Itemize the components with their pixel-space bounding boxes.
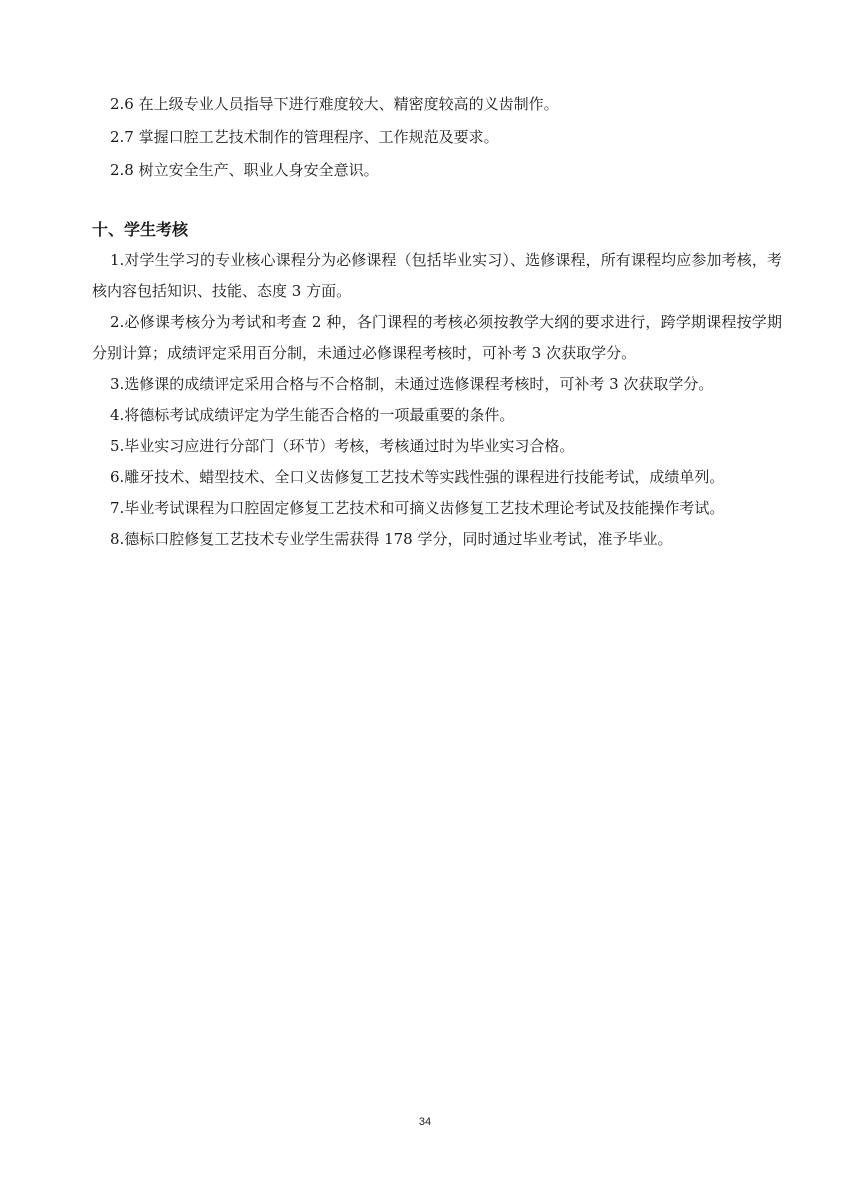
section-heading: 十、学生考核 — [92, 220, 189, 239]
assessment-paragraph: 4.将德标考试成绩评定为学生能否合格的一项最重要的条件。 — [110, 406, 515, 424]
assessment-paragraph: 3.选修课的成绩评定采用合格与不合格制，未通过选修课程考核时，可补考 3 次获取学分。 — [110, 375, 714, 393]
assessment-paragraph: 7.毕业考试课程为口腔固定修复工艺技术和可摘义齿修复工艺技术理论考试及技能操作考试。 — [110, 499, 725, 517]
assessment-paragraph: 5.毕业实习应进行分部门（环节）考核，考核通过时为毕业实习合格。 — [110, 437, 575, 455]
assessment-paragraph: 6.雕牙技术、蜡型技术、全口义齿修复工艺技术等实践性强的课程进行技能考试，成绩单列。 — [110, 468, 725, 486]
page-number: 34 — [418, 1116, 432, 1128]
objective-item: 2.8 树立安全生产、职业人身安全意识。 — [110, 161, 379, 179]
assessment-paragraphs — [92, 245, 782, 555]
objective-item: 2.6 在上级专业人员指导下进行难度较大、精密度较高的义齿制作。 — [110, 95, 559, 113]
assessment-paragraph: 2.必修课考核分为考试和考查 2 种，各门课程的考核必须按教学大纲的要求进行，跨学期课程按学期分别计算；成绩评定采用百分制，未通过必修课程考核时，可补考 3 次获取学分。 — [92, 313, 782, 362]
page-content — [92, 88, 782, 555]
assessment-paragraph: 8.德标口腔修复工艺技术专业学生需获得 178 学分，同时通过毕业考试，准予毕业。 — [110, 530, 673, 548]
objective-list — [92, 88, 782, 187]
assessment-paragraph: 1.对学生学习的专业核心课程分为必修课程（包括毕业实习）、选修课程，所有课程均应参加考核，考核内容包括知识、技能、态度 3 方面。 — [92, 251, 782, 300]
objective-item: 2.7 掌握口腔工艺技术制作的管理程序、工作规范及要求。 — [110, 128, 499, 146]
